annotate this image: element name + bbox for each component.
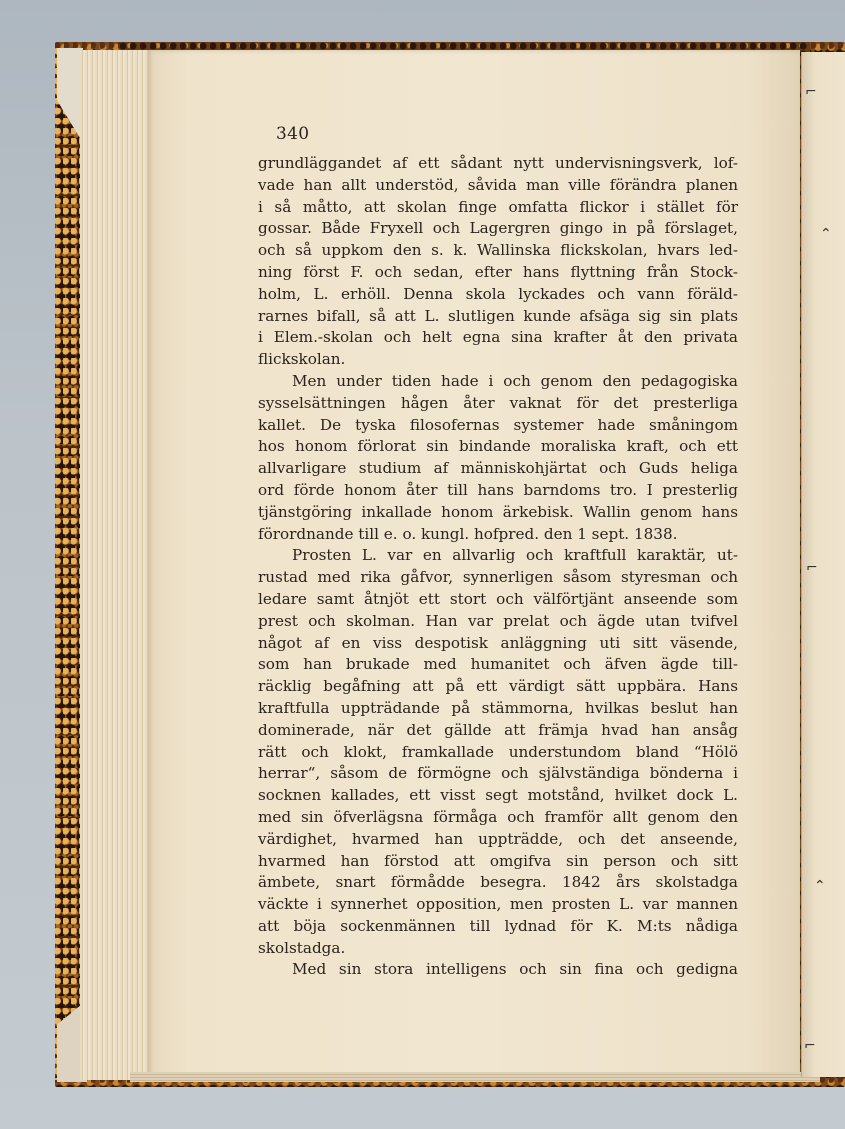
text-line: som han brukade med humanitet och äfven ägde till-: [258, 655, 738, 674]
text-line: kallet. De tyska filosofernas systemer hade småningom: [258, 415, 738, 434]
text-line: vade han allt understöd, såvida man ville förändra planen: [258, 175, 738, 194]
text-line: sysselsättningen hågen åter vaknat för det presterliga: [258, 393, 738, 412]
text-line: tjänstgöring inkallade honom ärkebisk. Wallin genom hans: [258, 502, 738, 521]
body-text: [258, 153, 738, 981]
text-line: socknen kallades, ett visst segt motstånd, hvilket dock L.: [258, 786, 738, 805]
text-line: Prosten L. var en allvarlig och kraftfull karaktär, ut-: [292, 546, 738, 565]
text-line: gossar. Både Fryxell och Lagergren gingo in på förslaget,: [258, 219, 738, 238]
text-line: i så måtto, att skolan finge omfatta flickor i stället för: [258, 197, 738, 216]
text-line: hos honom förlorat sin bindande moraliska kraft, och ett: [258, 437, 738, 456]
text-line: ord förde honom åter till hans barndoms tro. I presterlig: [258, 480, 738, 499]
margin-tick-mark: ⌐: [806, 560, 818, 576]
text-line: ledare samt åtnjöt ett stort och välförtjänt anseende som: [258, 589, 738, 608]
marbled-cover-edge: [55, 48, 83, 1080]
text-line: och så uppkom den s. k. Wallinska flickskolan, hvars led-: [258, 241, 738, 260]
text-line: rätt och klokt, framkallade understundom bland “Hölö: [258, 742, 738, 761]
text-line: rarnes bifall, så att L. slutligen kunde afsäga sig sin plats: [258, 306, 738, 325]
text-line: räcklig begåfning att på ett värdigt sätt uppbära. Hans: [258, 677, 738, 696]
page-bottom-edges: [130, 1072, 820, 1082]
text-line: i Elem.-skolan och helt egna sina krafter åt den privata: [258, 328, 738, 347]
text-line: allvarligare studium af människohjärtat och Guds heliga: [258, 459, 738, 478]
page-number: 340: [276, 124, 310, 144]
text-line: dominerade, när det gällde att främja hvad han ansåg: [258, 720, 738, 739]
text-line: hvarmed han förstod att omgifva sin person och sitt: [258, 851, 738, 870]
text-line: grundläggandet af ett sådant nytt undervisningsverk, lof-: [258, 154, 738, 172]
text-line: ning först F. och sedan, efter hans flyttning från Stock-: [258, 262, 738, 281]
text-line: kraftfulla uppträdande på stämmorna, hvilkas beslut han: [258, 698, 738, 717]
text-line: holm, L. erhöll. Denna skola lyckades och vann föräld-: [258, 284, 738, 303]
page-block-edges: [80, 50, 150, 1080]
text-line: förordnande till e. o. kungl. hofpred. den 1 sept. 1838.: [258, 524, 678, 543]
text-line: att böja sockenmännen till lydnad för K. M:ts nådiga: [258, 916, 738, 935]
text-line: skolstadga.: [258, 938, 346, 957]
text-line: ämbete, snart förmådde besegra. 1842 års skolstadga: [258, 873, 738, 892]
margin-tick-mark: ⌐: [805, 84, 817, 100]
text-line: rustad med rika gåfvor, synnerligen såsom styresman och: [258, 568, 738, 587]
text-line: Men under tiden hade i och genom den pedagogiska: [292, 371, 738, 390]
text-line: något af en viss despotisk anläggning uti sitt väsende,: [258, 633, 738, 652]
text-line: väckte i synnerhet opposition, men prosten L. var mannen: [258, 895, 738, 914]
text-line: prest och skolman. Han var prelat och ägde utan tvifvel: [258, 611, 738, 630]
text-line: Med sin stora intelligens och sin fina och gedigna: [292, 960, 738, 979]
margin-arrow-mark: ⌃: [814, 878, 826, 894]
margin-arrow-mark: ⌃: [820, 226, 832, 242]
text-line: värdighet, hvarmed han uppträdde, och det anseende,: [258, 829, 738, 848]
margin-tick-mark: ⌐: [804, 1038, 816, 1054]
text-line: flickskolan.: [258, 350, 346, 369]
text-line: herrar“, såsom de förmögne och självständiga bönderna i: [258, 764, 738, 783]
text-line: med sin öfverlägsna förmåga och framför allt genom den: [258, 807, 738, 826]
